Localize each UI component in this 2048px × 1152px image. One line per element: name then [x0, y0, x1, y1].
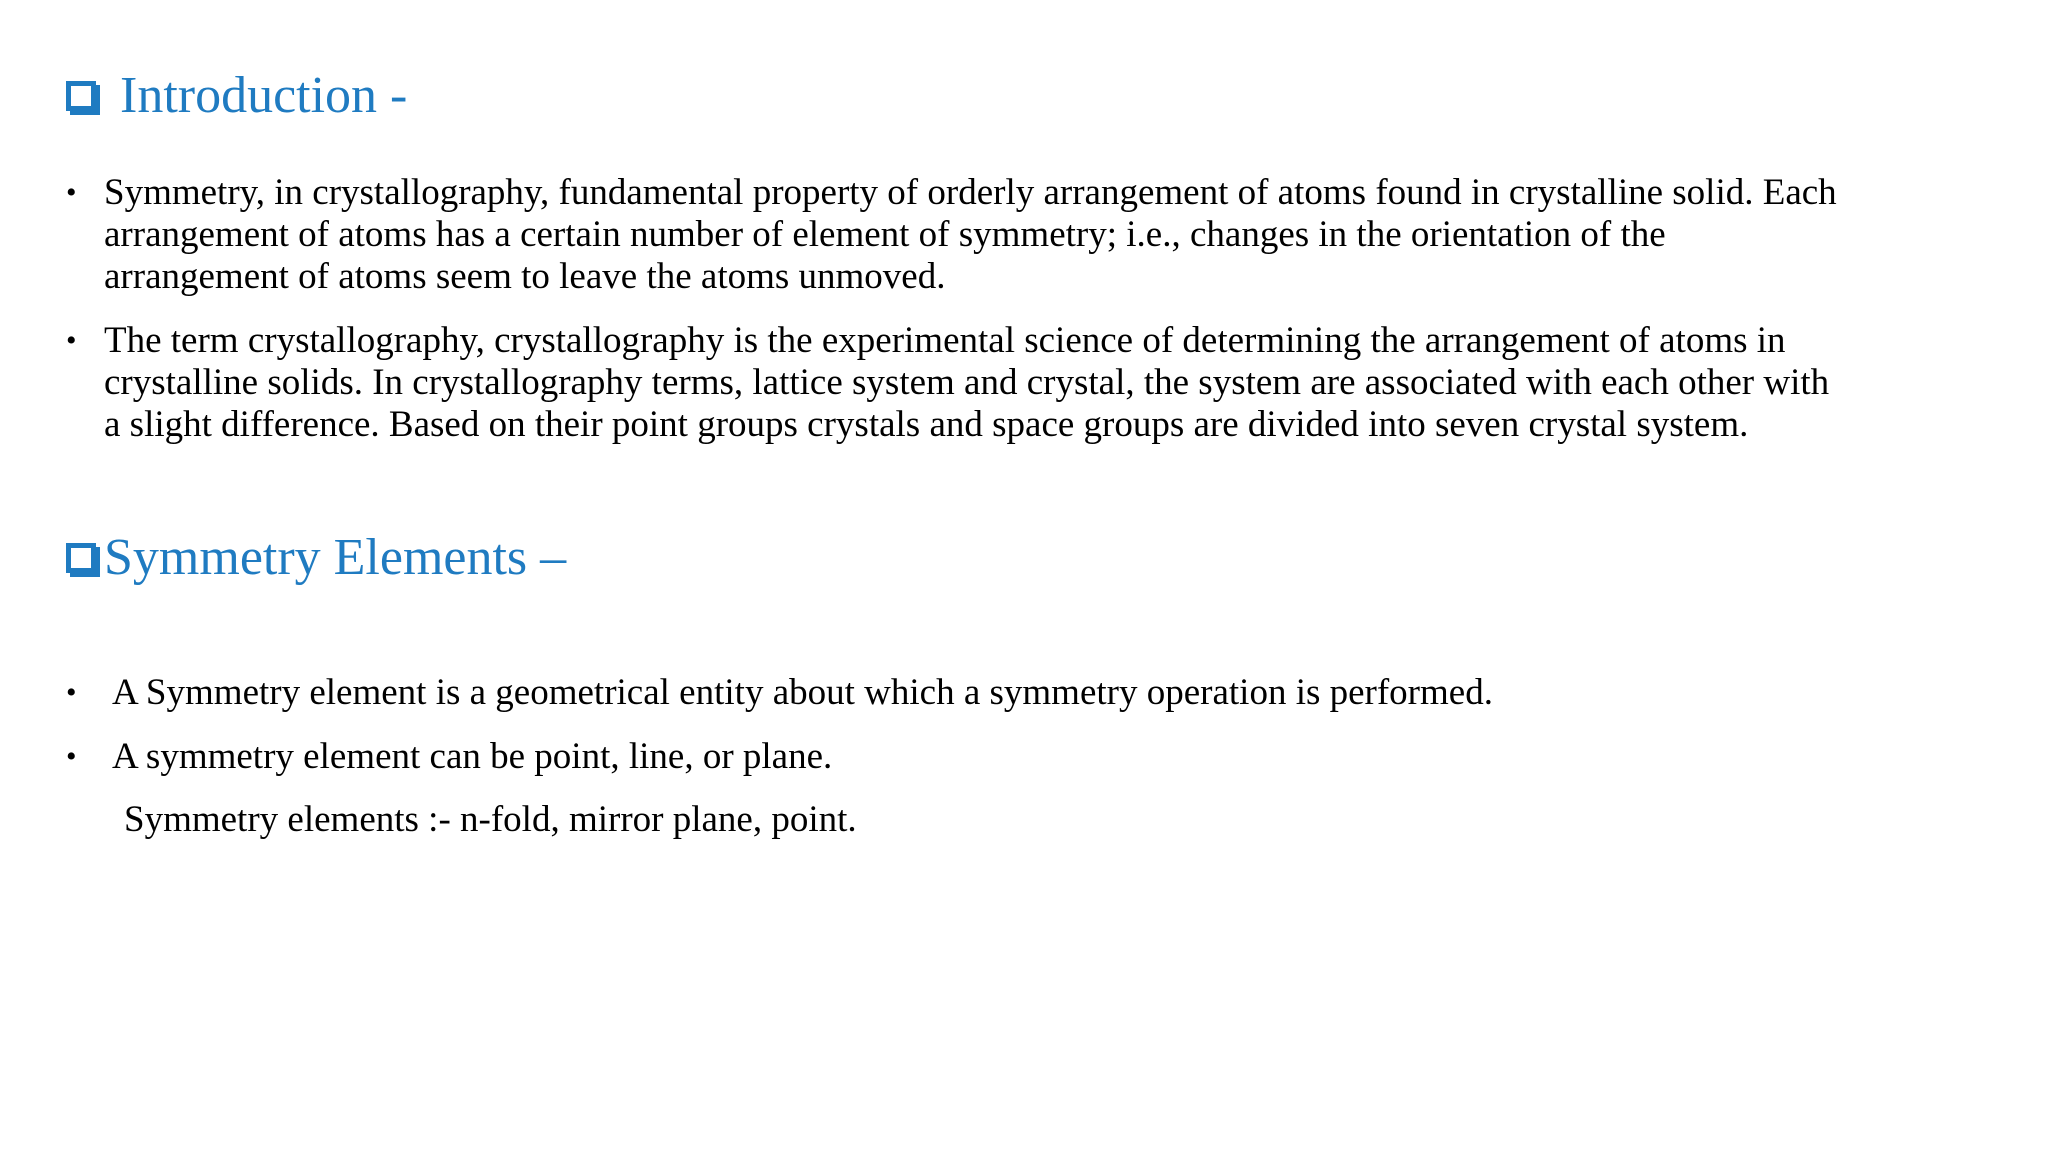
bullet-text: [104, 172, 1984, 298]
bullet-line: arrangement of atoms seem to leave the atoms unmoved.: [104, 256, 946, 297]
bullet-text: A Symmetry element is a geometrical entity about which a symmetry operation is performed.: [112, 672, 1493, 713]
heading-text: Introduction -: [120, 67, 408, 124]
bullet-line: crystalline solids. In crystallography terms, lattice system and crystal, the system are associated with each other with: [104, 362, 1830, 403]
bullet-text: [104, 320, 1984, 446]
bullet-icon: •: [66, 324, 77, 357]
bullet-icon: •: [66, 176, 77, 209]
bullet-line: a slight difference. Based on their point groups crystals and space groups are divided into seven crystal system.: [104, 404, 1749, 445]
list-item: [66, 172, 1966, 302]
bullet-line: arrangement of atoms has a certain number of element of symmetry; i.e., changes in the orientation of the: [104, 214, 1666, 255]
bullet-line: Symmetry, in crystallography, fundamental property of orderly arrangement of atoms found in crystalline solid. Each: [104, 172, 1837, 213]
symmetry-elements-note: Symmetry elements :- n-fold, mirror plane, point.: [124, 799, 857, 840]
list-item: [66, 320, 1966, 450]
list-item: [66, 672, 1766, 716]
checkbox-square-icon: [66, 81, 96, 111]
bullet-icon: •: [66, 676, 77, 709]
bullet-text: A symmetry element can be point, line, or plane.: [112, 736, 833, 777]
section-heading-introduction: [66, 66, 407, 126]
list-item: [66, 736, 1766, 780]
bullet-line: The term crystallography, crystallography is the experimental science of determining the arrangement of atoms in: [104, 320, 1786, 361]
heading-text: Symmetry Elements –: [104, 529, 567, 586]
checkbox-square-icon: [66, 543, 96, 573]
section-heading-symmetry-elements: [66, 528, 566, 588]
bullet-icon: •: [66, 740, 77, 773]
